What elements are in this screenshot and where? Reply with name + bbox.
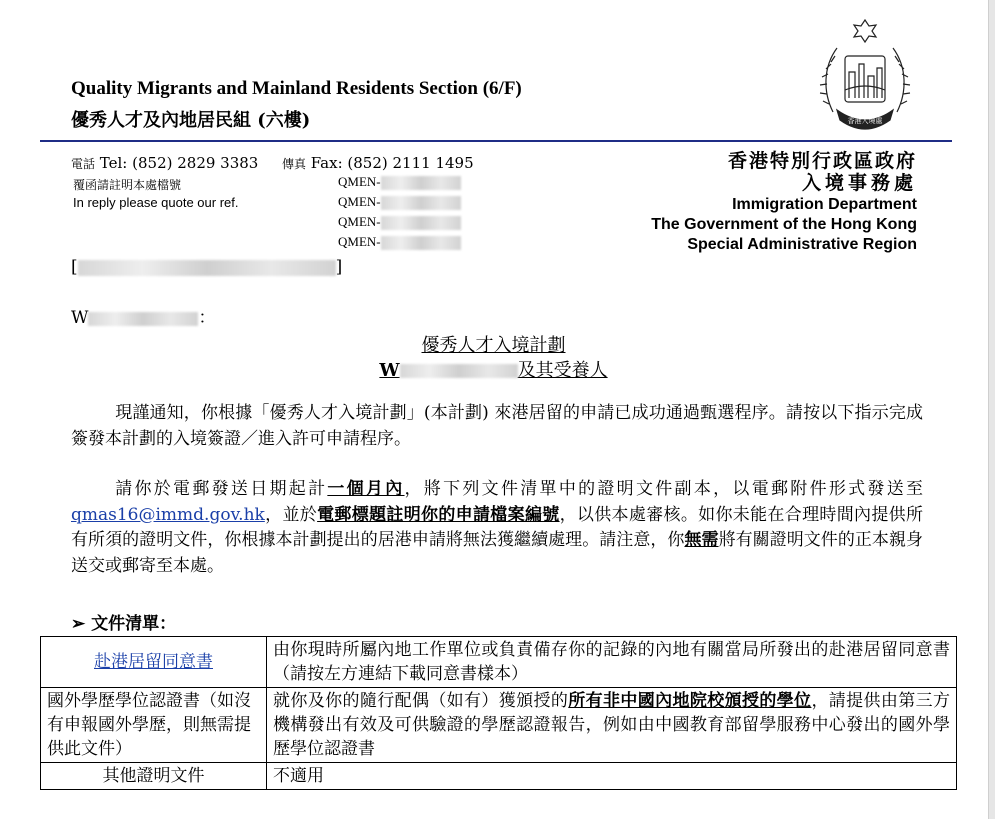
redacted-block xyxy=(88,312,198,326)
reference-prefix: QMEN- xyxy=(338,214,381,229)
degree-emphasis: 所有非中國內地院校頒授的學位 xyxy=(568,691,812,711)
hong-kong-immigration-emblem-icon xyxy=(815,12,915,136)
document-list-heading: ➢ 文件清單： xyxy=(71,614,177,634)
no-need-emphasis: 無需 xyxy=(684,530,719,550)
reference-prefix: QMEN- xyxy=(338,234,381,249)
reference-number xyxy=(338,234,461,250)
salutation-initial: W xyxy=(71,308,89,328)
reference-label-zh: 覆函請註明本處檔號 xyxy=(73,178,182,192)
reference-number xyxy=(338,194,461,210)
consent-form-link[interactable]: 赴港居留同意書 xyxy=(94,652,213,672)
table-row xyxy=(41,688,957,763)
redacted-block xyxy=(381,196,461,210)
fax xyxy=(282,154,474,172)
scrollbar-edge[interactable] xyxy=(988,0,995,819)
telephone xyxy=(71,154,258,172)
document-table xyxy=(40,636,957,790)
fax-label: 傳真 xyxy=(282,157,307,171)
text-run: 將有關證明文件的正本親身送交或郵寄至本處。 xyxy=(71,530,924,576)
bracket-open: [ xyxy=(71,257,78,277)
svg-text:香港入境處: 香港入境處 xyxy=(847,117,883,125)
table-row xyxy=(41,637,957,688)
section-title-zh: 優秀人才及內地居民組 (六樓) xyxy=(71,110,311,131)
document-name-cell: 國外學歷學位認證書（如沒有申報國外學歷，則無需提供此文件） xyxy=(41,688,267,763)
reference-prefix: QMEN- xyxy=(338,174,381,189)
deadline-emphasis: 一個月內 xyxy=(327,479,405,499)
scheme-title: 優秀人才入境計劃 xyxy=(421,335,566,356)
salutation-colon: ： xyxy=(198,308,216,328)
text-run: ，請提供由第三方機構發出有效及可供驗證的學歷認證報告，例如由中國教育部留學服務中心發出的國外學歷學位認證書 xyxy=(273,691,951,759)
document-name-cell xyxy=(41,637,267,688)
email-link[interactable]: qmas16@immd.gov.hk xyxy=(71,504,265,525)
reference-number xyxy=(338,214,461,230)
paragraph-notification: 現謹通知，你根據「優秀人才入境計劃」(本計劃) 來港居留的申請已成功通過甄選程序。請按以下指示完成簽發本計劃的入境簽證／進入許可申請程序。 xyxy=(71,403,923,449)
table-row xyxy=(41,763,957,790)
reference-prefix: QMEN- xyxy=(338,194,381,209)
department-name-zh-2: 入境事務處 xyxy=(801,172,917,194)
department-name-en-3: Special Administrative Region xyxy=(687,236,917,253)
department-name-zh-1: 香港特別行政區政府 xyxy=(727,150,917,172)
paragraph-instructions xyxy=(71,477,923,579)
text-run: 就你及你的隨行配偶（如有）獲頒授的 xyxy=(273,691,569,711)
applicant-initial: W xyxy=(379,360,400,381)
recipient-address xyxy=(71,257,342,277)
text-run: 請你於電郵發送日期起計 xyxy=(115,479,328,499)
document-desc-cell xyxy=(267,688,957,763)
header-rule xyxy=(40,140,952,142)
department-name-en-2: The Government of the Hong Kong xyxy=(651,216,917,233)
document-name-cell: 其他證明文件 xyxy=(41,763,267,790)
department-name-en-1: Immigration Department xyxy=(732,196,917,213)
tel-label: 電話 xyxy=(71,157,96,171)
reference-label-en: In reply please quote our ref. xyxy=(73,195,239,210)
text-run: ，將下列文件清單中的證明文件副本，以電郵附件形式發送至 xyxy=(404,479,924,499)
text-run: ，並於 xyxy=(264,504,318,525)
text-run: ，以供本處審核。如你未能在合理時間內提供所有所須的證明文件，你根據本計劃提出的居港申請將無法獲繼續處理。請注意，你 xyxy=(71,504,923,550)
redacted-block xyxy=(381,236,461,250)
fax-number: Fax: (852) 2111 1495 xyxy=(310,154,474,172)
redacted-block xyxy=(78,260,336,276)
redacted-block xyxy=(381,176,461,190)
document-desc-cell: 由你現時所屬內地工作單位或負責備存你的記錄的內地有關當局所發出的赴港居留同意書（請按左方連結下載同意書樣本） xyxy=(267,637,957,688)
section-title-en: Quality Migrants and Mainland Residents Section (6/F) xyxy=(71,78,522,99)
tel-number: Tel: (852) 2829 3383 xyxy=(99,154,259,172)
bracket-close: ] xyxy=(335,257,343,277)
subject-emphasis: 電郵標題註明你的申請檔案編號 xyxy=(317,504,560,525)
applicant-title xyxy=(0,356,991,382)
redacted-block xyxy=(381,216,461,230)
document-desc-cell: 不適用 xyxy=(267,763,957,790)
salutation xyxy=(71,303,215,328)
redacted-block xyxy=(400,364,518,378)
applicant-suffix: 及其受養人 xyxy=(517,360,608,381)
reference-number xyxy=(338,174,461,190)
